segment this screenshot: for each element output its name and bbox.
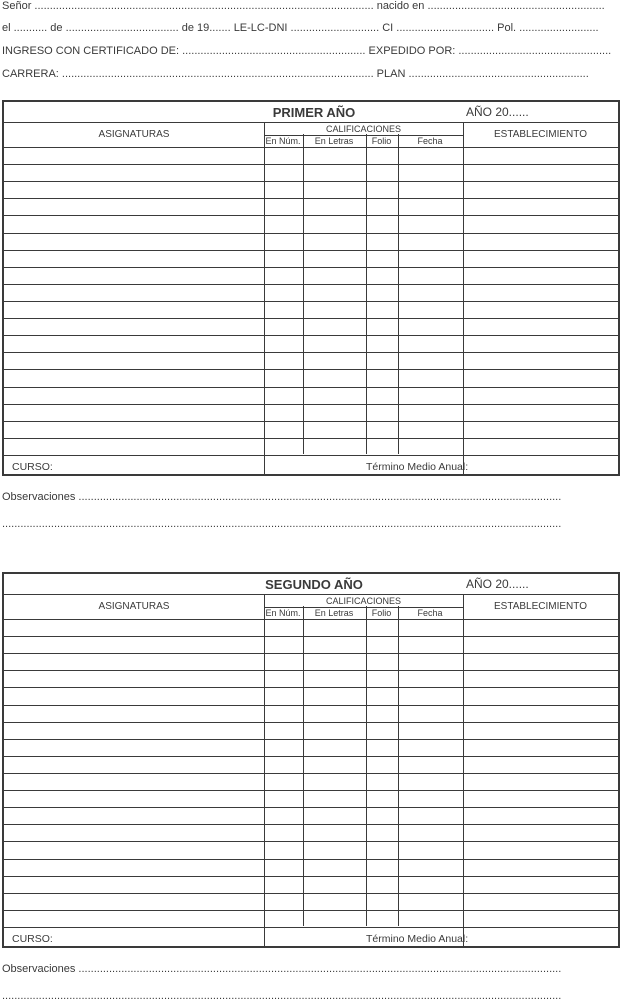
col-establecimiento: ESTABLECIMIENTO [494,601,587,612]
column-divider [303,134,304,454]
col-en-num: En Núm. [265,608,301,618]
table-row[interactable] [4,216,618,233]
table-row[interactable] [4,757,618,774]
table-row[interactable] [4,637,618,654]
table-row[interactable] [4,825,618,842]
header-line-career[interactable]: CARRERA: ...................................................................................................... PLAN ........................................................... [2,68,589,80]
table-row[interactable] [4,671,618,688]
grade-rows [4,620,618,928]
year-title: PRIMER AÑO [272,105,356,120]
table-row[interactable] [4,422,618,439]
table-row[interactable] [4,439,618,456]
table-row[interactable] [4,774,618,791]
col-fecha: Fecha [417,608,443,618]
table-row[interactable] [4,894,618,911]
observations-line-1[interactable]: Observaciones .............................................................................................................................................................. [2,491,562,503]
header-line-id[interactable]: el ........... de ..................................... de 19....... LE-LC-DNI ............................. CI ................................ Pol. .......................... [2,22,599,34]
table-row[interactable] [4,302,618,319]
col-folio: Folio [371,136,392,146]
curso-label: CURSO: [12,461,53,473]
table-row[interactable] [4,654,618,671]
grade-rows [4,148,618,456]
column-divider [303,606,304,926]
table-row[interactable] [4,808,618,825]
first-year-table [2,100,620,476]
observations-line-4[interactable]: ....................................................................................................................................................................................... [2,990,562,1002]
observations-line-3[interactable]: Observaciones .............................................................................................................................................................. [2,963,562,975]
column-divider [463,122,464,474]
header-line-certificate[interactable]: INGRESO CON CERTIFICADO DE: ............................................................ EXPEDIDO POR: .................................................. [2,45,612,57]
table-row[interactable] [4,706,618,723]
column-divider [366,606,367,926]
table-row[interactable] [4,405,618,422]
table-row[interactable] [4,620,618,637]
header-line-name[interactable]: Señor ............................................................................................................... nacido en .......................................................... [2,0,605,12]
column-divider [264,594,265,946]
table-row[interactable] [4,791,618,808]
year-header [4,102,618,123]
table-row[interactable] [4,251,618,268]
year-label[interactable]: AÑO 20...... [466,577,529,591]
table-row[interactable] [4,182,618,199]
table-row[interactable] [4,353,618,370]
col-calificaciones: CALIFICACIONES [264,124,463,136]
column-divider [398,134,399,454]
table-row[interactable] [4,199,618,216]
table-row[interactable] [4,723,618,740]
year-label[interactable]: AÑO 20...... [466,105,529,119]
col-en-letras: En Letras [314,608,354,618]
col-folio: Folio [371,608,392,618]
table-row[interactable] [4,234,618,251]
col-establecimiento: ESTABLECIMIENTO [494,129,587,140]
table-footer [4,456,618,476]
curso-label: CURSO: [12,933,53,945]
col-calificaciones: CALIFICACIONES [264,596,463,608]
table-row[interactable] [4,877,618,894]
table-row[interactable] [4,285,618,302]
table-row[interactable] [4,268,618,285]
observations-line-2[interactable]: ....................................................................................................................................................................................... [2,518,562,530]
table-row[interactable] [4,911,618,928]
table-row[interactable] [4,388,618,405]
column-divider [366,134,367,454]
table-row[interactable] [4,319,618,336]
year-title: SEGUNDO AÑO [265,577,363,592]
table-row[interactable] [4,370,618,387]
average-label: Término Medio Anual: [366,461,469,473]
col-en-num: En Núm. [265,136,301,146]
col-asignaturas: ASIGNATURAS [98,129,170,140]
second-year-table [2,572,620,948]
column-divider [398,606,399,926]
col-asignaturas: ASIGNATURAS [98,601,170,612]
table-row[interactable] [4,148,618,165]
table-row[interactable] [4,740,618,757]
column-divider [264,122,265,474]
col-fecha: Fecha [417,136,443,146]
column-divider [463,594,464,946]
table-row[interactable] [4,336,618,353]
table-row[interactable] [4,688,618,705]
table-row[interactable] [4,842,618,859]
average-label: Término Medio Anual: [366,933,469,945]
column-headers [4,595,618,620]
table-row[interactable] [4,165,618,182]
table-footer [4,928,618,948]
column-headers [4,123,618,148]
year-header [4,574,618,595]
table-row[interactable] [4,860,618,877]
col-en-letras: En Letras [314,136,354,146]
